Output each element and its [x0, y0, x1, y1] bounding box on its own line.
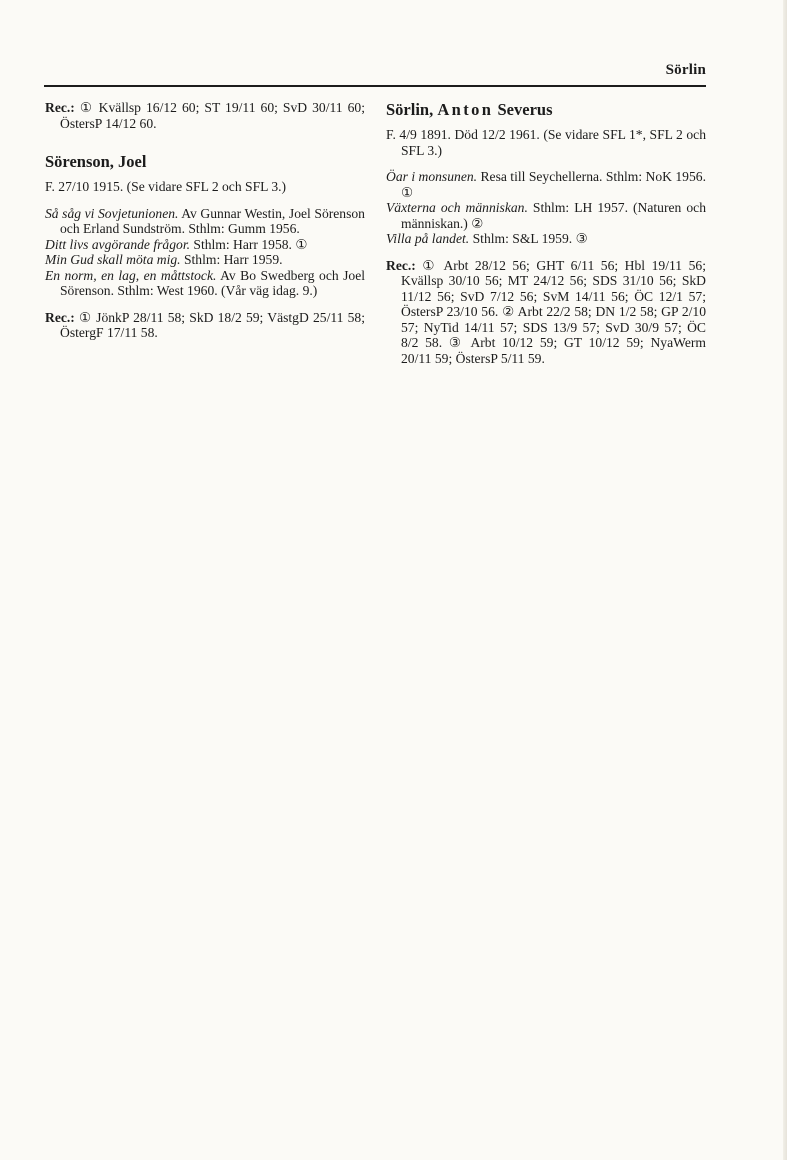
work-item [386, 200, 706, 231]
right-column [386, 100, 706, 366]
work-title: En norm, en lag, en måttstock. [45, 267, 217, 283]
rec-label: Rec.: [45, 100, 75, 115]
entry-birth: F. 4/9 1891. Död 12/2 1961. (Se vidare SFL 1*, SFL 2 och SFL 3.) [386, 127, 706, 158]
work-item [45, 237, 365, 253]
work-item [45, 252, 365, 268]
work-item [386, 169, 706, 200]
running-head: Sörlin [665, 62, 706, 78]
work-details: Sthlm: S&L 1959. ③ [469, 231, 588, 246]
work-details: Sthlm: LH 1957. (Naturen och människan.) ② [401, 200, 706, 231]
entry-heading-sorenson: Sörenson, Joel [45, 152, 147, 171]
work-title: Villa på landet. [386, 231, 470, 246]
header-rule [44, 85, 706, 87]
work-title: Växterna och människan. [386, 200, 528, 215]
work-title: Så såg vi Sovjetunionen. [45, 205, 179, 221]
rec-label: Rec.: [45, 309, 75, 325]
work-details: Resa till Seychellerna. Sthlm: NoK 1956. ① [401, 169, 706, 200]
work-item [45, 268, 365, 299]
work-item [386, 231, 706, 247]
heading-given-rest: Severus [497, 100, 553, 119]
rec-text: ① Kvällsp 16/12 60; ST 19/11 60; SvD 30/11 60; ÖstersP 14/12 60. [60, 100, 365, 131]
page-edge [783, 0, 787, 1160]
work-details: Av Gunnar Westin, Joel Sörenson och Erland Sundström. Sthlm: Gumm 1956. [60, 205, 365, 236]
rec-text: ① Arbt 28/12 56; GHT 6/11 56; Hbl 19/11 56; Kvällsp 30/10 56; MT 24/12 56; SDS 31/10 56; SkD 11/12 56; SvD 7/12 56; SvM 14/11 56; ÖC 12/1 57; ÖstersP 23/10 56. ② Arbt 22/2 58; DN 1/2 58; GP 2/10 57; NyTid 14/11 57; SDS 13/9 57; SvD 30/9 57; ÖC 8/2 58. ③ Arbt 10/12 59; GT 10/12 59; NyaWerm 20/11 59; ÖstersP 5/11 59. [401, 257, 706, 366]
left-column [45, 100, 365, 341]
work-title: Min Gud skall möta mig. [45, 252, 181, 267]
rec-paragraph [386, 258, 706, 367]
rec-paragraph [45, 310, 365, 341]
rec-paragraph-top [45, 100, 365, 131]
heading-given-spaced: Anton [437, 100, 494, 119]
work-title: Ditt livs avgörande frågor. [45, 236, 190, 252]
work-details: Av Bo Swedberg och Joel Sörenson. Sthlm: West 1960. (Vår väg idag. 9.) [60, 267, 365, 298]
work-item [45, 206, 365, 237]
work-details: Sthlm: Harr 1959. [180, 252, 283, 267]
rec-label: Rec.: [386, 257, 416, 273]
heading-surname: Sörlin, [386, 100, 434, 119]
entry-heading-sorlin [386, 100, 706, 120]
work-title: Öar i monsunen. [386, 169, 478, 184]
work-details: Sthlm: Harr 1958. ① [190, 236, 308, 252]
entry-birth: F. 27/10 1915. (Se vidare SFL 2 och SFL 3.) [45, 179, 287, 194]
rec-text: ① JönkP 28/11 58; SkD 18/2 59; VästgD 25/11 58; ÖstergF 17/11 58. [60, 309, 365, 340]
